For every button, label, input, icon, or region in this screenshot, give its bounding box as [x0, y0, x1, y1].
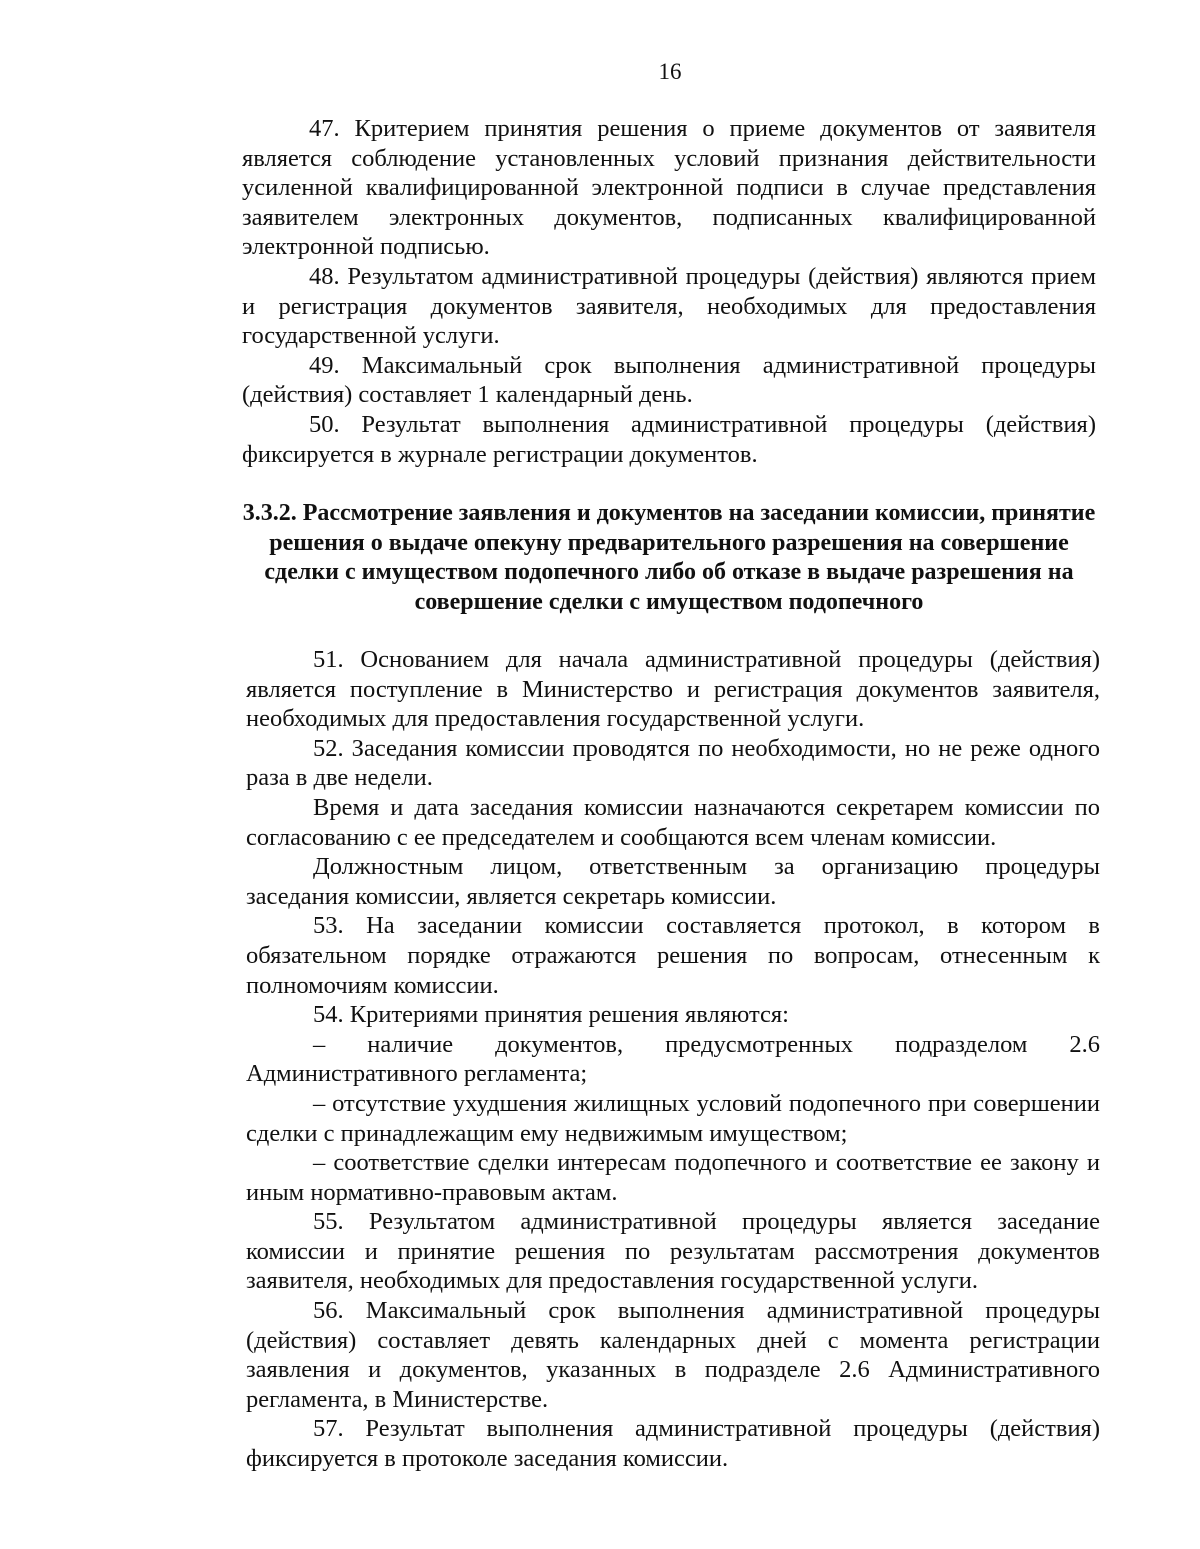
paragraph-50: 50. Результат выполнения административной процедуры (действия) фиксируется в журнале регистрации документов. — [242, 410, 1096, 468]
criteria-item-interests: – соответствие сделки интересам подопечного и соответствие ее закону и иным нормативно-правовым актам. — [246, 1149, 1100, 1206]
section-heading-3-3-2: 3.3.2. Рассмотрение заявления и документов на заседании комиссии, принятие решения о выдаче опекуну предварительного разрешения на совершение сделки с имуществом подопечного либо об отказе в выдаче разрешения на совершение сделки с имуществом подопечного — [242, 500, 1096, 615]
paragraph-52: 52. Заседания комиссии проводятся по необходимости, но не реже одного раза в две недели. — [246, 734, 1100, 792]
paragraph-57: 57. Результат выполнения административной процедуры (действия) фиксируется в протоколе заседания комиссии. — [246, 1415, 1100, 1473]
criteria-item-housing: – отсутствие ухудшения жилищных условий подопечного при совершении сделки с принадлежащим ему недвижимым имуществом; — [246, 1089, 1100, 1147]
paragraph-47: 47. Критерием принятия решения о приеме документов от заявителя является соблюдение установленных условий признания действительности усиленной квалифицированной электронной подписи в случае представления заявителем электронных документов, подписанных квалифицированной электронной подписью. — [242, 115, 1096, 261]
paragraph-53: 53. На заседании комиссии составляется протокол, в котором в обязательном порядке отражаются решения по вопросам, отнесенным к полномочиям комиссии. — [246, 912, 1100, 999]
paragraph-56: 56. Максимальный срок выполнения административной процедуры (действия) составляет девять календарных дней с момента регистрации заявления и документов, указанных в подразделе 2.6 Административного регламента, в Министерстве. — [246, 1297, 1100, 1413]
paragraphs-block-before — [242, 114, 1096, 469]
paragraph-responsible-person: Должностным лицом, ответственным за организацию процедуры заседания комиссии, является секретарь комиссии. — [246, 853, 1100, 910]
paragraph-51: 51. Основанием для начала административной процедуры (действия) является поступление в Министерство и регистрация документов заявителя, необходимых для предоставления государственной услуги. — [246, 646, 1100, 733]
criteria-item-documents: – наличие документов, предусмотренных подразделом 2.6 Административного регламента; — [246, 1030, 1100, 1088]
paragraphs-block-after — [246, 645, 1100, 1474]
paragraph-meeting-time: Время и дата заседания комиссии назначаются секретарем комиссии по согласованию с ее председателем и сообщаются всем членам комиссии. — [246, 793, 1100, 851]
page-number: 16 — [658, 59, 682, 84]
paragraph-49: 49. Максимальный срок выполнения административной процедуры (действия) составляет 1 календарный день. — [242, 351, 1096, 409]
paragraph-48: 48. Результатом административной процедуры (действия) являются прием и регистрация документов заявителя, необходимых для предоставления государственной услуги. — [242, 262, 1096, 350]
paragraph-54: 54. Критериями принятия решения являются: — [313, 1001, 789, 1029]
paragraph-55: 55. Результатом административной процедуры является заседание комиссии и принятие решения по результатам рассмотрения документов заявителя, необходимых для предоставления государственной услуги. — [246, 1208, 1100, 1295]
